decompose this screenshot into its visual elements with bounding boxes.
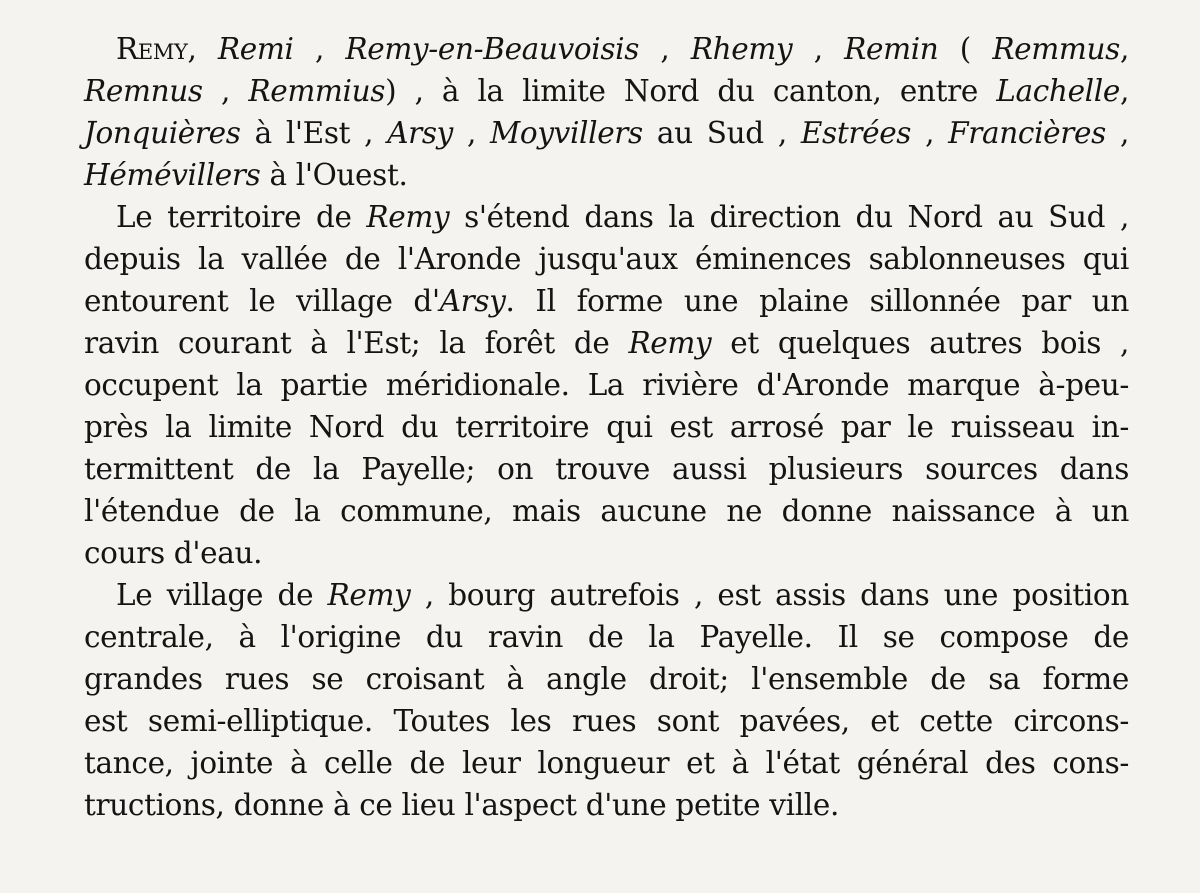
italic-text: Remmius [248, 74, 386, 108]
italic-text: Estrées [800, 116, 912, 150]
italic-text: Jonquières [84, 116, 241, 150]
text-line [84, 574, 1129, 616]
text-line [84, 532, 1129, 574]
text-run: , bourg autrefois , est assis dans une position [410, 578, 1129, 612]
text-run: , [1105, 116, 1129, 150]
text-run: s'étend dans la direction du Nord au Sud , [449, 200, 1129, 234]
text-line [84, 406, 1129, 448]
text-run: , [639, 32, 691, 66]
text-line [84, 112, 1129, 154]
italic-text: Remmus [992, 32, 1120, 66]
paragraph-2 [84, 196, 1129, 574]
text-run: , [187, 32, 218, 66]
text-line [84, 742, 1129, 784]
text-line [84, 238, 1129, 280]
text-run: . Il forme une plaine sillonnée par un [505, 284, 1129, 318]
text-line [84, 616, 1129, 658]
italic-text: Remin [844, 32, 939, 66]
text-line [84, 154, 1129, 196]
text-run: Le territoire de [116, 200, 367, 234]
text-run: et quelques autres bois , [711, 326, 1130, 360]
text-run: tructions, donne à ce lieu l'aspect d'une petite ville. [84, 788, 839, 822]
italic-text: Francières [948, 116, 1106, 150]
text-run: est semi-elliptique. Toutes les rues sont pavées, et cette circons- [84, 704, 1129, 738]
text-run: tance, jointe à celle de leur longueur et à l'état général des cons- [84, 746, 1129, 780]
text-line [84, 490, 1129, 532]
italic-text: Lachelle [996, 74, 1120, 108]
italic-text: Moyvillers [490, 116, 643, 150]
text-line [84, 70, 1129, 112]
text-run: à l'Ouest. [260, 158, 408, 192]
italic-text: Rhemy [690, 32, 793, 66]
text-run: , [792, 32, 845, 66]
text-run: près la limite Nord du territoire qui est arrosé par le ruisseau in- [84, 410, 1129, 444]
text-run: , [1119, 74, 1129, 108]
italic-text: Hémévillers [84, 158, 261, 192]
paragraph-3 [84, 574, 1129, 826]
italic-text: Remy [366, 200, 450, 234]
text-line [84, 322, 1129, 364]
text-run: , [453, 116, 491, 150]
text-run: ravin courant à l'Est; la forêt de [84, 326, 629, 360]
text-run: ) , à la limite Nord du canton, entre [385, 74, 997, 108]
text-line [84, 364, 1129, 406]
text-line [84, 784, 1129, 826]
text-line [84, 196, 1129, 238]
paragraph-1 [84, 28, 1129, 196]
text-run: l'étendue de la commune, mais aucune ne donne naissance à un [84, 494, 1129, 528]
text-run: , [202, 74, 249, 108]
italic-text: Arsy [387, 116, 453, 150]
text-run: à l'Est , [240, 116, 388, 150]
small-caps-text: Remy [116, 32, 188, 66]
text-line [84, 658, 1129, 700]
italic-text: Remi [217, 32, 294, 66]
text-run: centrale, à l'origine du ravin de la Payelle. Il se compose de [84, 620, 1129, 654]
text-run: grandes rues se croisant à angle droit; l'ensemble de sa forme [84, 662, 1129, 696]
italic-text: Arsy [439, 284, 506, 318]
text-run: termittent de la Payelle; on trouve aussi plusieurs sources dans [84, 452, 1129, 486]
text-run: au Sud , [642, 116, 801, 150]
text-run: cours d'eau. [84, 536, 263, 570]
text-run: occupent la partie méridionale. La rivière d'Aronde marque à-peu- [84, 368, 1129, 402]
italic-text: Remnus [84, 74, 203, 108]
text-run: depuis la vallée de l'Aronde jusqu'aux éminences sablonneuses qui [84, 242, 1129, 276]
text-run: , [911, 116, 949, 150]
text-line [84, 700, 1129, 742]
document-text [84, 28, 1129, 826]
text-run: , [1119, 32, 1129, 66]
text-run: entourent le village d' [84, 284, 440, 318]
italic-text: Remy-en-Beauvoisis [345, 32, 640, 66]
text-line [84, 448, 1129, 490]
text-line [84, 28, 1129, 70]
italic-text: Remy [628, 326, 712, 360]
text-line [84, 280, 1129, 322]
italic-text: Remy [327, 578, 411, 612]
text-run: , [293, 32, 346, 66]
text-run: Le village de [116, 578, 328, 612]
text-run: ( [938, 32, 993, 66]
